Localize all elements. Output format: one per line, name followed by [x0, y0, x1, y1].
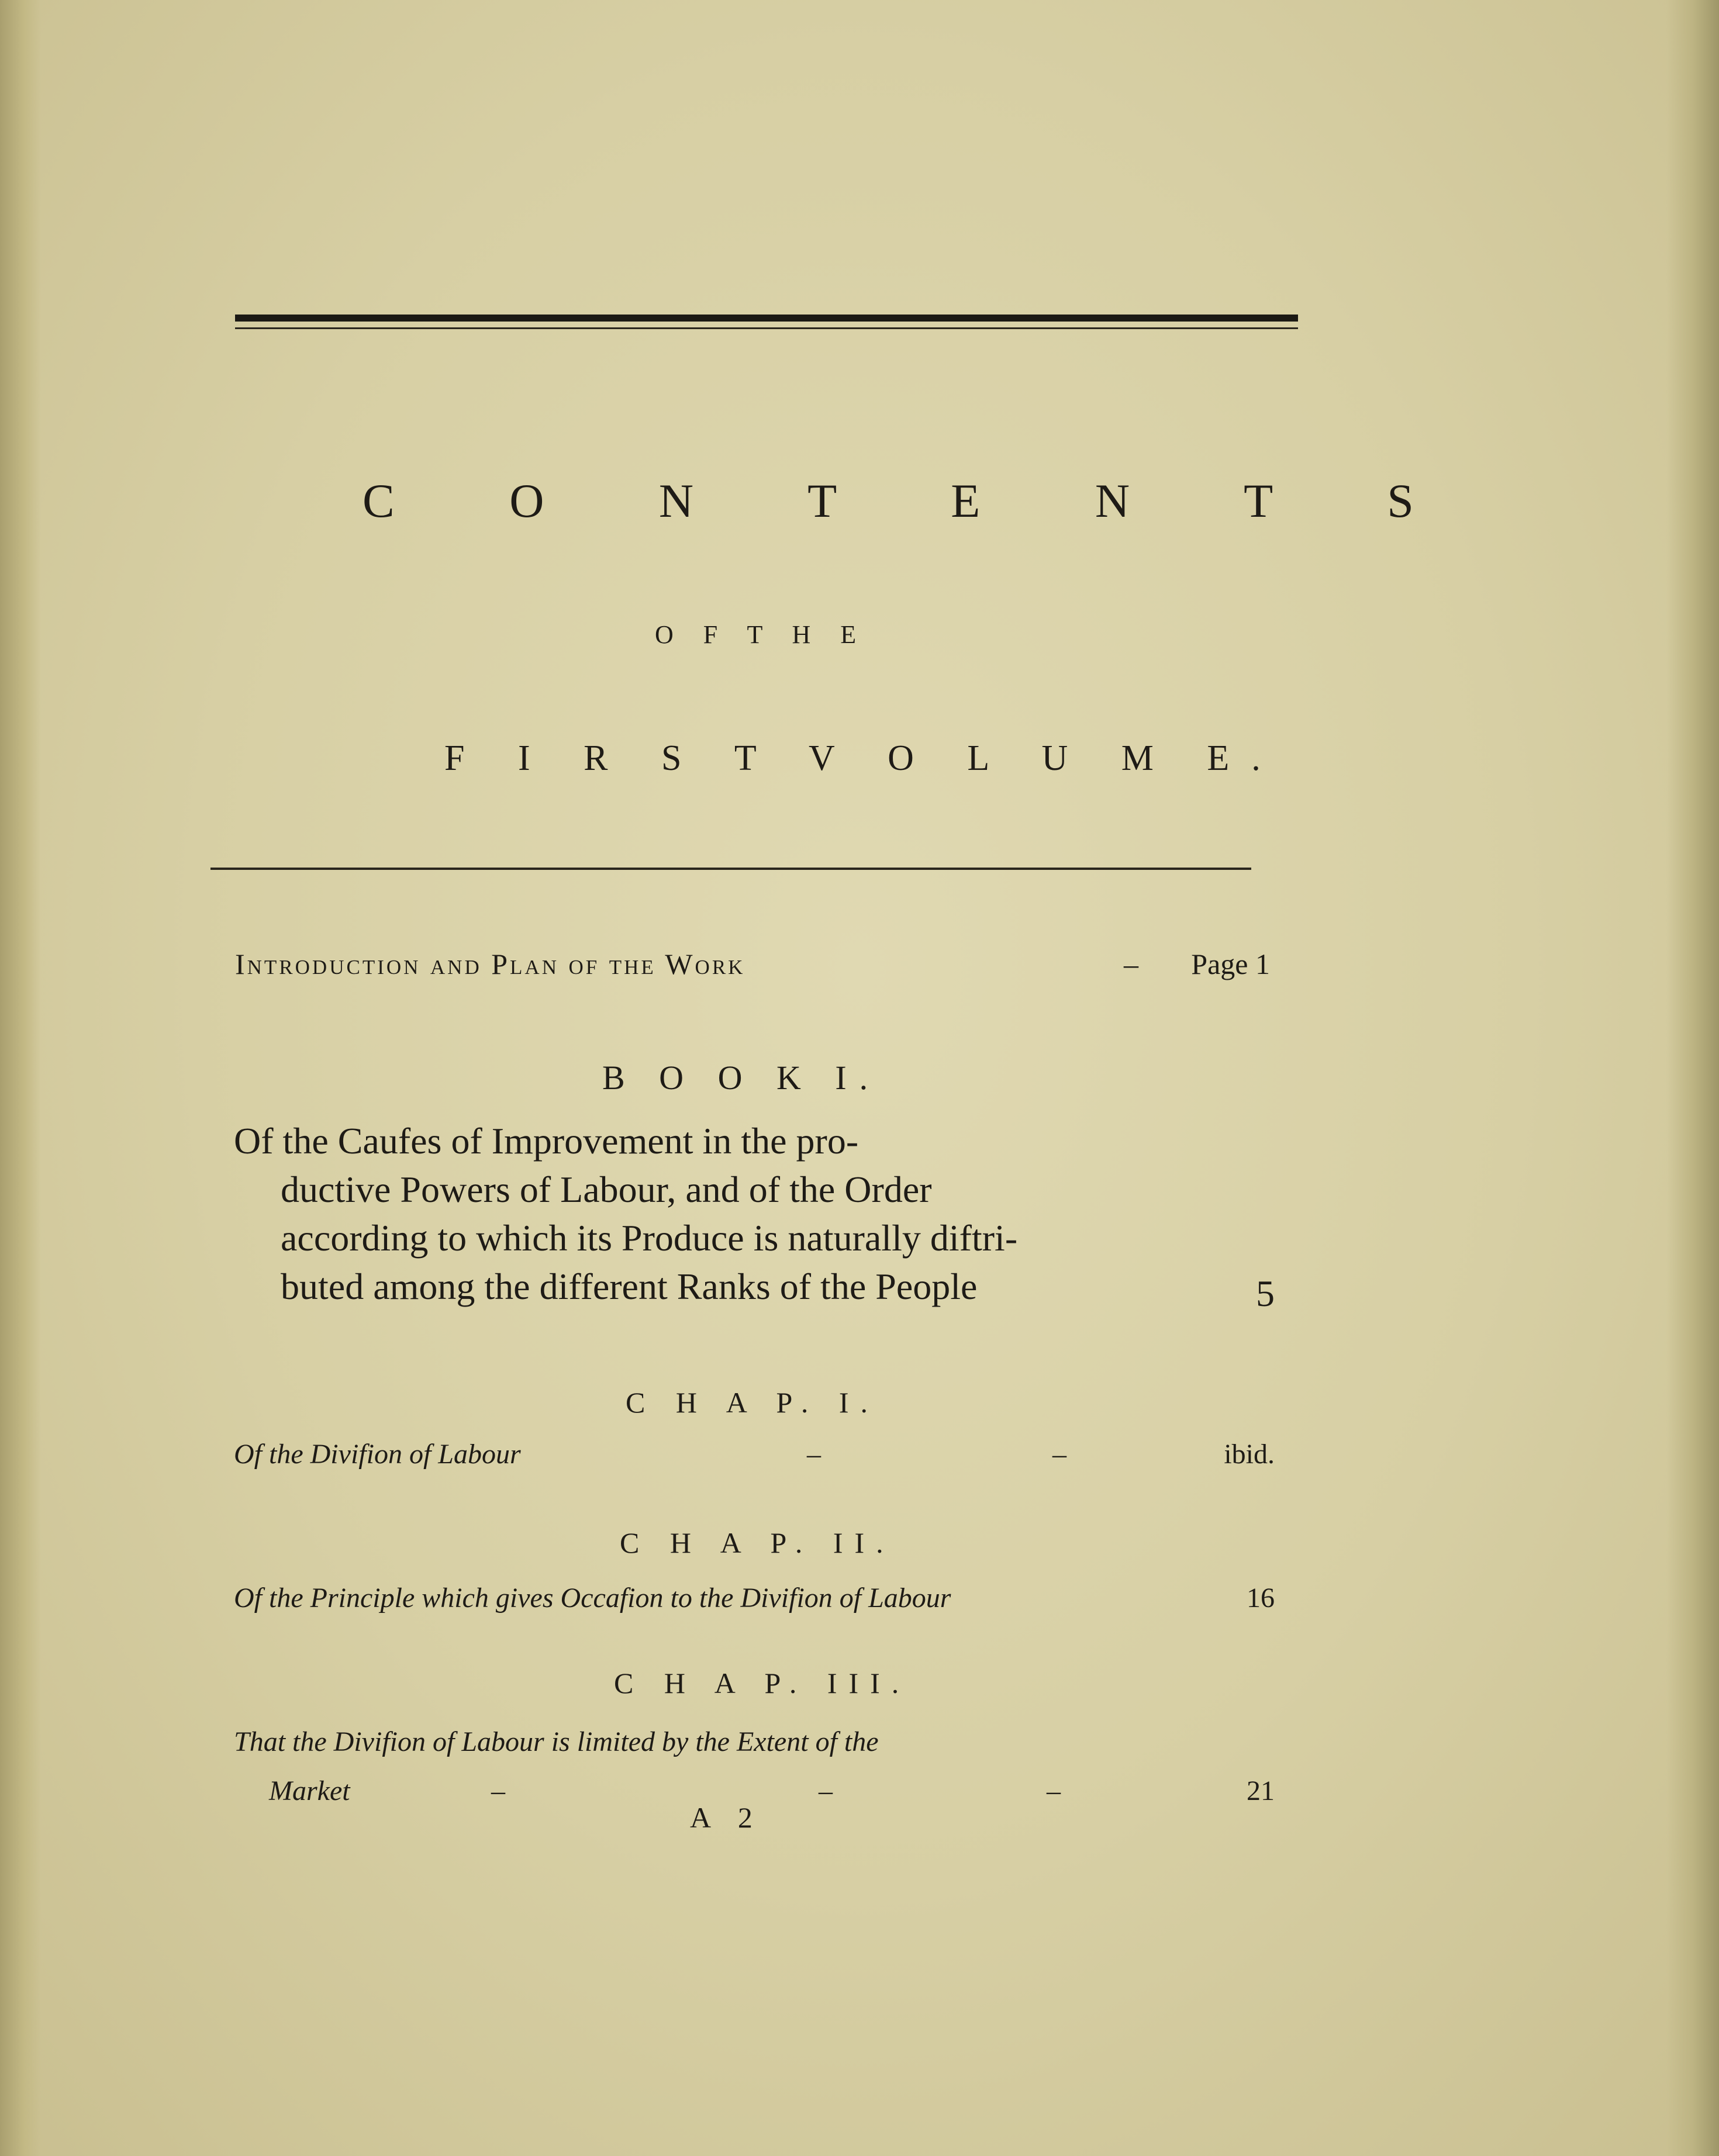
chapter-entry — [234, 1438, 1275, 1479]
book-description — [234, 1117, 1275, 1314]
leader-dash: – — [807, 1439, 821, 1470]
chapter-title: Of the Divifion of Labour — [234, 1439, 521, 1470]
intro-dash: – — [1124, 948, 1138, 980]
intro-entry — [235, 947, 1270, 988]
chapter-heading: C H A P. I. — [626, 1386, 879, 1419]
book-line: according to which its Produce is naturally diftri- — [281, 1217, 1018, 1259]
chapter-entry — [234, 1726, 1275, 1767]
book-line-last — [234, 1262, 1275, 1314]
book-heading: B O O K I. — [602, 1059, 881, 1097]
chapter-page: 16 — [1247, 1583, 1275, 1613]
chapter-title-line1: That the Divifion of Labour is limited by the Extent of the — [234, 1726, 879, 1757]
book-line: buted among the different Ranks of the People — [281, 1266, 978, 1307]
top-rule-thick — [235, 315, 1298, 322]
section-rule — [210, 868, 1251, 870]
title-of-the: O F T H E — [655, 620, 868, 649]
leader-dash: – — [1052, 1439, 1066, 1470]
leader-dash: – — [1047, 1775, 1061, 1806]
leader-dash: – — [491, 1775, 505, 1806]
leader-dash: – — [819, 1775, 833, 1806]
page-right-edge — [1666, 0, 1719, 2156]
chapter-page: ibid. — [1224, 1439, 1275, 1470]
book-page-number: 5 — [1256, 1273, 1275, 1314]
page-title: C O N T E N T S — [363, 474, 1465, 527]
chapter-title-line2: Market — [269, 1775, 350, 1806]
book-line: Of the Caufes of Improvement in the pro- — [234, 1120, 859, 1162]
intro-label: Introduction and Plan of the Work — [235, 948, 745, 980]
chapter-heading: C H A P. III. — [614, 1667, 911, 1699]
volume-title: F I R S T V O L U M E. — [444, 738, 1283, 778]
intro-page: Page 1 — [1191, 948, 1270, 980]
signature-mark: A 2 — [690, 1801, 763, 1834]
chapter-heading: C H A P. II. — [620, 1526, 895, 1559]
top-rule-thin — [235, 327, 1298, 329]
chapter-entry — [234, 1582, 1275, 1623]
page-left-edge — [0, 0, 41, 2156]
book-line: ductive Powers of Labour, and of the Order — [281, 1169, 932, 1210]
chapter-page: 21 — [1247, 1775, 1275, 1806]
chapter-title: Of the Principle which gives Occafion to the Divifion of Labour — [234, 1583, 951, 1613]
